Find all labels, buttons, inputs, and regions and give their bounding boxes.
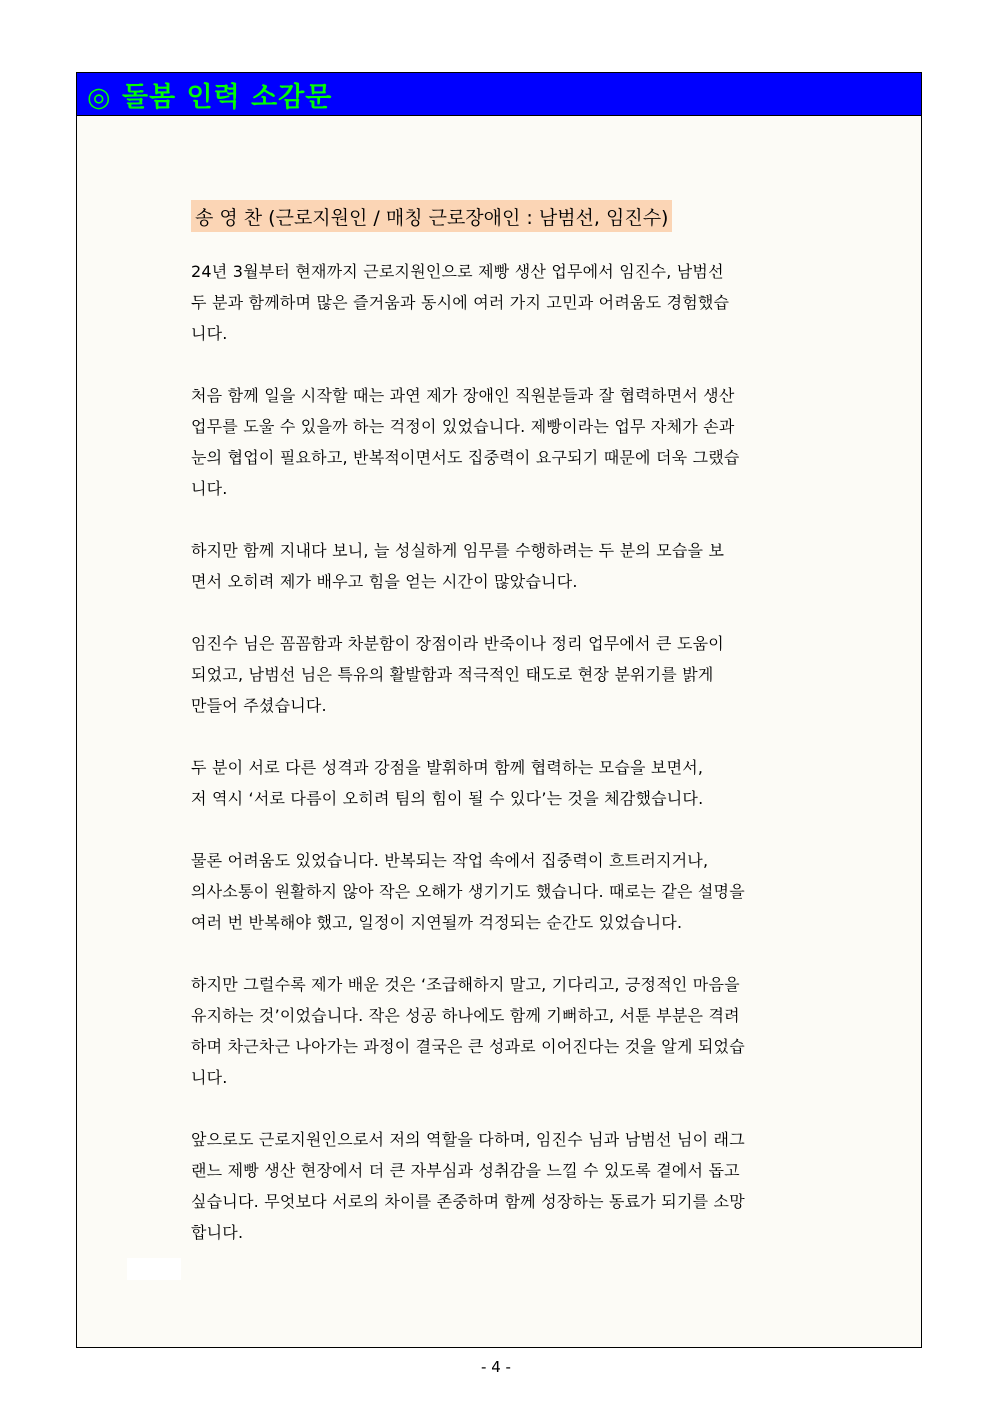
paragraph-line: 니다. xyxy=(191,1068,228,1087)
paragraph xyxy=(191,535,831,597)
author-line: 송 영 찬 (근로지원인 / 매칭 근로장애인 : 남범선, 임진수) xyxy=(191,200,672,232)
paragraph-line: 면서 오히려 제가 배우고 힘을 얻는 시간이 많았습니다. xyxy=(191,572,578,591)
blank-patch xyxy=(127,1258,181,1280)
paragraph-line: 하지만 함께 지내다 보니, 늘 성실하게 임무를 수행하려는 두 분의 모습을 보 xyxy=(191,541,725,560)
paragraph xyxy=(191,752,831,814)
paragraph-line: 되었고, 남범선 님은 특유의 활발함과 적극적인 태도로 현장 분위기를 밝게 xyxy=(191,665,714,684)
paragraph xyxy=(191,1124,831,1248)
paragraph-line: 눈의 협업이 필요하고, 반복적이면서도 집중력이 요구되기 때문에 더욱 그랬습 xyxy=(191,448,740,467)
paragraph xyxy=(191,845,831,938)
page-number: - 4 - xyxy=(481,1358,511,1376)
paragraph-line: 랜느 제빵 생산 현장에서 더 큰 자부심과 성취감을 느낄 수 있도록 곁에서 돕고 xyxy=(191,1161,740,1180)
section-header-bar xyxy=(76,72,922,116)
paragraph-line: 니다. xyxy=(191,479,228,498)
section-title: ◎ 돌봄 인력 소감문 xyxy=(87,81,333,113)
paragraph xyxy=(191,256,831,349)
paragraph xyxy=(191,969,831,1093)
paragraph xyxy=(191,628,831,721)
paragraph-line: 임진수 님은 꼼꼼함과 차분함이 장점이라 반죽이나 정리 업무에서 큰 도움이 xyxy=(191,634,724,653)
essay-body xyxy=(191,256,831,1248)
paragraph-line: 유지하는 것’이었습니다. 작은 성공 하나에도 함께 기뻐하고, 서툰 부분은 격려 xyxy=(191,1006,740,1025)
paragraph-line: 앞으로도 근로지원인으로서 저의 역할을 다하며, 임진수 님과 남범선 님이 래그 xyxy=(191,1130,745,1149)
paragraph-line: 두 분이 서로 다른 성격과 강점을 발휘하며 함께 협력하는 모습을 보면서, xyxy=(191,758,704,777)
paragraph-line: 싶습니다. 무엇보다 서로의 차이를 존중하며 함께 성장하는 동료가 되기를 소망 xyxy=(191,1192,745,1211)
paragraph-line: 업무를 도울 수 있을까 하는 걱정이 있었습니다. 제빵이라는 업무 자체가 손과 xyxy=(191,417,735,436)
paragraph-line: 24년 3월부터 현재까지 근로지원인으로 제빵 생산 업무에서 임진수, 남범선 xyxy=(191,262,724,281)
paragraph-line: 의사소통이 원활하지 않아 작은 오해가 생기기도 했습니다. 때로는 같은 설명을 xyxy=(191,882,745,901)
paragraph-line: 합니다. xyxy=(191,1223,244,1242)
paragraph-line: 두 분과 함께하며 많은 즐거움과 동시에 여러 가지 고민과 어려움도 경험했습 xyxy=(191,293,730,312)
paragraph-line: 하며 차근차근 나아가는 과정이 결국은 큰 성과로 이어진다는 것을 알게 되었습 xyxy=(191,1037,745,1056)
paragraph-line: 여러 번 반복해야 했고, 일정이 지연될까 걱정되는 순간도 있었습니다. xyxy=(191,913,683,932)
paragraph-line: 니다. xyxy=(191,324,228,343)
paragraph-line: 물론 어려움도 있었습니다. 반복되는 작업 속에서 집중력이 흐트러지거나, xyxy=(191,851,709,870)
paragraph-line: 저 역시 ‘서로 다름이 오히려 팀의 힘이 될 수 있다’는 것을 체감했습니다. xyxy=(191,789,704,808)
paragraph-line: 하지만 그럴수록 제가 배운 것은 ‘조급해하지 말고, 기다리고, 긍정적인 마음을 xyxy=(191,975,740,994)
paragraph-line: 만들어 주셨습니다. xyxy=(191,696,327,715)
content-box xyxy=(76,116,922,1348)
paragraph-line: 처음 함께 일을 시작할 때는 과연 제가 장애인 직원분들과 잘 협력하면서 생산 xyxy=(191,386,735,405)
paragraph xyxy=(191,380,831,504)
